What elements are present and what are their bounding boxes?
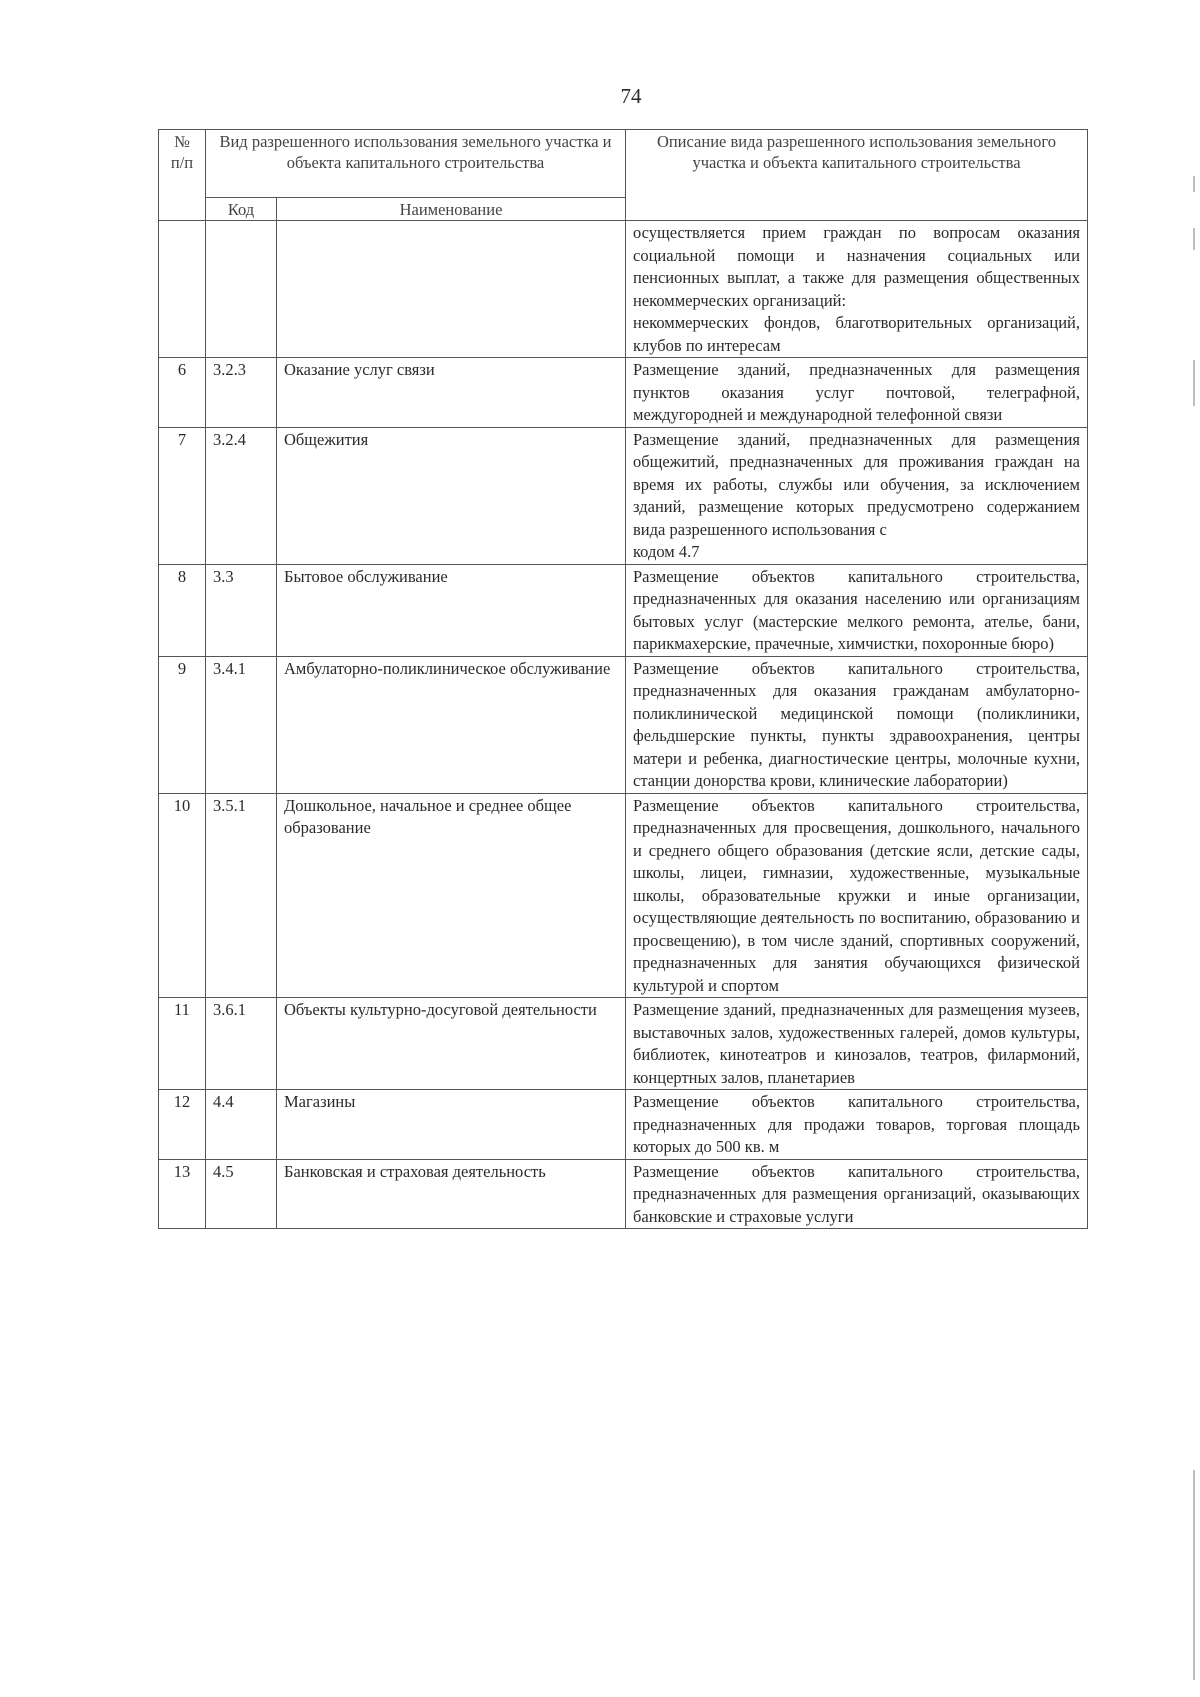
table-body bbox=[159, 221, 1088, 1229]
description-line: Размещение объектов капитального строительства, предназначенных для оказания населению или организациям бытовых услуг (мастерские мелкого ремонта, ателье, бани, парикмахерские, прачечные, химчистки, похоронные бюро) bbox=[633, 566, 1080, 653]
row-number: 8 bbox=[159, 564, 206, 656]
row-code: 3.4.1 bbox=[206, 656, 277, 793]
description-line: Размещение объектов капитального строительства, предназначенных для просвещения, дошкольного, начального и среднего общего образования (детские ясли, детские сады, школы, лицеи, гимназии, художественные, музыкальные школы, образовательные кружки и иные организации, осуществляющие деятельность по воспитанию, образованию и просвещению), в том числе зданий, спортивных сооружений, предназначенных для занятия обучающихся физической культурой и спортом bbox=[633, 795, 1080, 995]
row-number: 7 bbox=[159, 427, 206, 564]
description-line: Размещение зданий, предназначенных для размещения музеев, выставочных залов, художественных галерей, домов культуры, библиотек, кинотеатров и кинозалов, театров, филармоний, концертных залов, планетариев bbox=[633, 1000, 1080, 1087]
row-code: 3.3 bbox=[206, 564, 277, 656]
row-description bbox=[626, 1090, 1088, 1160]
row-name: Дошкольное, начальное и среднее общее образование bbox=[277, 793, 626, 998]
header-name: Наименование bbox=[277, 198, 626, 221]
header-description: Описание вида разрешенного использования земельного участка и объекта капитального строительства bbox=[626, 130, 1088, 221]
description-line: Размещение зданий, предназначенных для размещения пунктов оказания услуг почтовой, телеграфной, междугородней и международной телефонной связи bbox=[633, 360, 1080, 424]
description-line: Размещение объектов капитального строительства, предназначенных для оказания гражданам амбулаторно-поликлинической медицинской помощи (поликлиники, фельдшерские пункты, пункты здравоохранения, центры матери и ребенка, диагностические центры, молочные кухни, станции донорства крови, клинические лаборатории) bbox=[633, 658, 1080, 790]
row-description bbox=[626, 998, 1088, 1090]
land-use-table bbox=[158, 129, 1088, 1229]
scan-edge-mark bbox=[1193, 176, 1195, 192]
row-description bbox=[626, 1159, 1088, 1229]
description-line: осуществляется прием граждан по вопросам оказания социальной помощи и назначения социальных или пенсионных выплат, а также для размещения общественных некоммерческих организаций: bbox=[633, 223, 1080, 310]
scan-edge-mark bbox=[1193, 360, 1195, 406]
row-name: Объекты культурно-досуговой деятельности bbox=[277, 998, 626, 1090]
row-code bbox=[206, 221, 277, 358]
table-row bbox=[159, 1159, 1088, 1229]
table-row bbox=[159, 358, 1088, 428]
row-code: 3.2.3 bbox=[206, 358, 277, 428]
row-name: Оказание услуг связи bbox=[277, 358, 626, 428]
row-name: Амбулаторно-поликлиническое обслуживание bbox=[277, 656, 626, 793]
scan-edge-mark bbox=[1193, 1470, 1195, 1680]
table-header-row bbox=[159, 130, 1088, 198]
row-name bbox=[277, 221, 626, 358]
header-use-type: Вид разрешенного использования земельного участка и объекта капитального строительства bbox=[206, 130, 626, 198]
description-line: некоммерческих фондов, благотворительных организаций, клубов по интересам bbox=[633, 313, 1080, 355]
row-description bbox=[626, 564, 1088, 656]
row-name: Общежития bbox=[277, 427, 626, 564]
row-number: 12 bbox=[159, 1090, 206, 1160]
description-line: Размещение зданий, предназначенных для размещения общежитий, предназначенных для проживания граждан на время их работы, службы или обучения, за исключением зданий, размещение которых предусмотрено содержанием вида разрешенного использования с bbox=[633, 429, 1080, 539]
scan-edge-mark bbox=[1193, 228, 1195, 250]
row-code: 4.5 bbox=[206, 1159, 277, 1229]
page-number: 74 bbox=[620, 84, 642, 108]
row-code: 3.6.1 bbox=[206, 998, 277, 1090]
table-row bbox=[159, 427, 1088, 564]
table-row bbox=[159, 564, 1088, 656]
table-row bbox=[159, 998, 1088, 1090]
row-description bbox=[626, 427, 1088, 564]
row-number: 13 bbox=[159, 1159, 206, 1229]
row-description bbox=[626, 221, 1088, 358]
table-row bbox=[159, 793, 1088, 998]
header-code: Код bbox=[206, 198, 277, 221]
description-line: Размещение объектов капитального строительства, предназначенных для размещения организаций, оказывающих банковские и страховые услуги bbox=[633, 1161, 1080, 1226]
row-number: 10 bbox=[159, 793, 206, 998]
row-name: Бытовое обслуживание bbox=[277, 564, 626, 656]
table-row-continuation bbox=[159, 221, 1088, 358]
table-row bbox=[159, 1090, 1088, 1160]
row-number: 11 bbox=[159, 998, 206, 1090]
row-code: 4.4 bbox=[206, 1090, 277, 1160]
row-code: 3.2.4 bbox=[206, 427, 277, 564]
row-description bbox=[626, 656, 1088, 793]
row-description bbox=[626, 793, 1088, 998]
table-row bbox=[159, 656, 1088, 793]
row-number: 6 bbox=[159, 358, 206, 428]
description-line: Размещение объектов капитального строительства, предназначенных для продажи товаров, торговая площадь которых до 500 кв. м bbox=[633, 1092, 1080, 1156]
row-description bbox=[626, 358, 1088, 428]
description-line: кодом 4.7 bbox=[633, 542, 700, 561]
row-number bbox=[159, 221, 206, 358]
row-name: Магазины bbox=[277, 1090, 626, 1160]
row-number: 9 bbox=[159, 656, 206, 793]
header-number: № п/п bbox=[159, 130, 206, 221]
row-code: 3.5.1 bbox=[206, 793, 277, 998]
row-name: Банковская и страховая деятельность bbox=[277, 1159, 626, 1229]
